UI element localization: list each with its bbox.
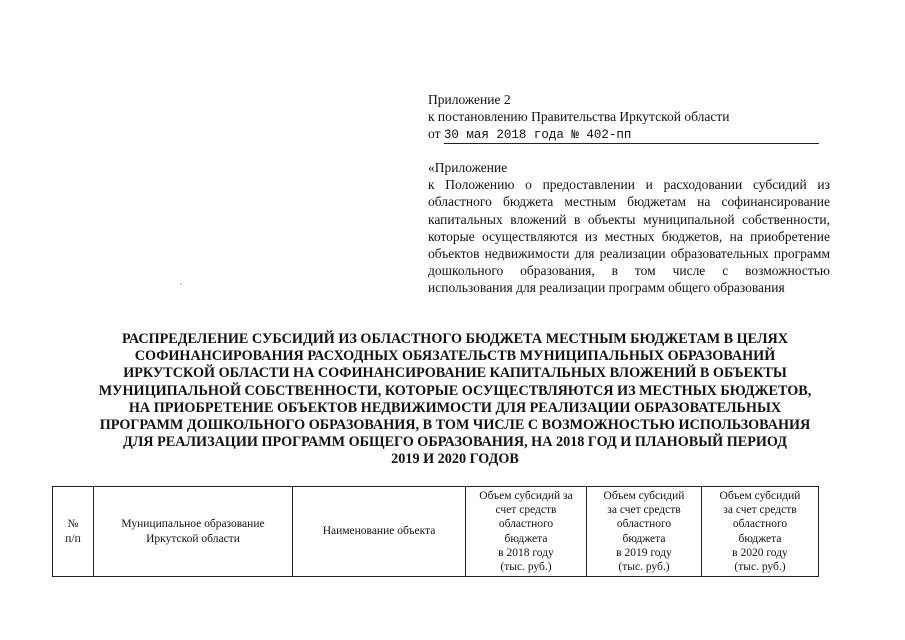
title-line: ДЛЯ РЕАЛИЗАЦИИ ПРОГРАММ ОБЩЕГО ОБРАЗОВАНИЯ, НА 2018 ГОД И ПЛАНОВЫЙ ПЕРИОД (122, 434, 788, 451)
header-object-name: Наименование объекта (293, 487, 466, 577)
document-title (50, 331, 860, 469)
header-subsidy-2019: Объем субсидий за счет средств областного бюджета в 2019 году (тыс. руб.) (587, 487, 702, 577)
appendix-resolution: к постановлению Правительства Иркутской области (428, 109, 730, 124)
title-line: СОФИНАНСИРОВАНИЯ РАСХОДНЫХ ОБЯЗАТЕЛЬСТВ МУНИЦИПАЛЬНЫХ ОБРАЗОВАНИЙ (134, 348, 776, 365)
title-line: НА ПРИОБРЕТЕНИЕ ОБЪЕКТОВ НЕДВИЖИМОСТИ ДЛЯ РЕАЛИЗАЦИИ ОБРАЗОВАТЕЛЬНЫХ (128, 399, 782, 416)
appendix-header (428, 91, 828, 144)
header-subsidy-2018: Объем субсидий за счет средств областного бюджета в 2018 году (тыс. руб.) (466, 487, 587, 577)
date-prefix: от (428, 126, 441, 141)
title-line: МУНИЦИПАЛЬНОЙ СОБСТВЕННОСТИ, КОТОРЫЕ ОСУЩЕСТВЛЯЮТСЯ ИЗ МЕСТНЫХ БЮДЖЕТОВ, (98, 382, 812, 399)
table-header-row (53, 487, 819, 577)
header-subsidy-2020: Объем субсидий за счет средств областного бюджета в 2020 году (тыс. руб.) (702, 487, 819, 577)
title-line: ПРОГРАММ ДОШКОЛЬНОГО ОБРАЗОВАНИЯ, В ТОМ ЧИСЛЕ С ВОЗМОЖНОСТЬЮ ИСПОЛЬЗОВАНИЯ (99, 417, 811, 434)
quote-first-line: «Приложение (428, 160, 508, 175)
scan-speck (180, 283, 182, 285)
quote-body: к Положению о предоставлении и расходовании субсидий из областного бюджета местным бюджетам на софинансирование капитальных вложений в объекты муниципальной собственности, которые осуществляются из местных бюджетов, на приобретение объектов недвижимости для реализации образовательных программ дошкольного образования, в том числе с возможностью использования для реализации программ общего образования (428, 177, 830, 296)
title-line: ИРКУТСКОЙ ОБЛАСТИ НА СОФИНАНСИРОВАНИЕ КАПИТАЛЬНЫХ ВЛОЖЕНИЙ В ОБЪЕКТЫ (123, 365, 787, 382)
subsidy-table (52, 486, 819, 577)
date-value: 30 мая 2018 года № 402-пп (444, 128, 819, 144)
title-line: 2019 И 2020 ГОДОВ (391, 451, 519, 468)
regulation-reference (428, 159, 830, 297)
appendix-date-line (428, 125, 828, 144)
appendix-label: Приложение 2 (428, 92, 511, 107)
header-number: № п/п (53, 487, 94, 577)
header-municipality: Муниципальное образование Иркутской области (94, 487, 293, 577)
title-line: РАСПРЕДЕЛЕНИЕ СУБСИДИЙ ИЗ ОБЛАСТНОГО БЮДЖЕТА МЕСТНЫМ БЮДЖЕТАМ В ЦЕЛЯХ (121, 331, 789, 347)
